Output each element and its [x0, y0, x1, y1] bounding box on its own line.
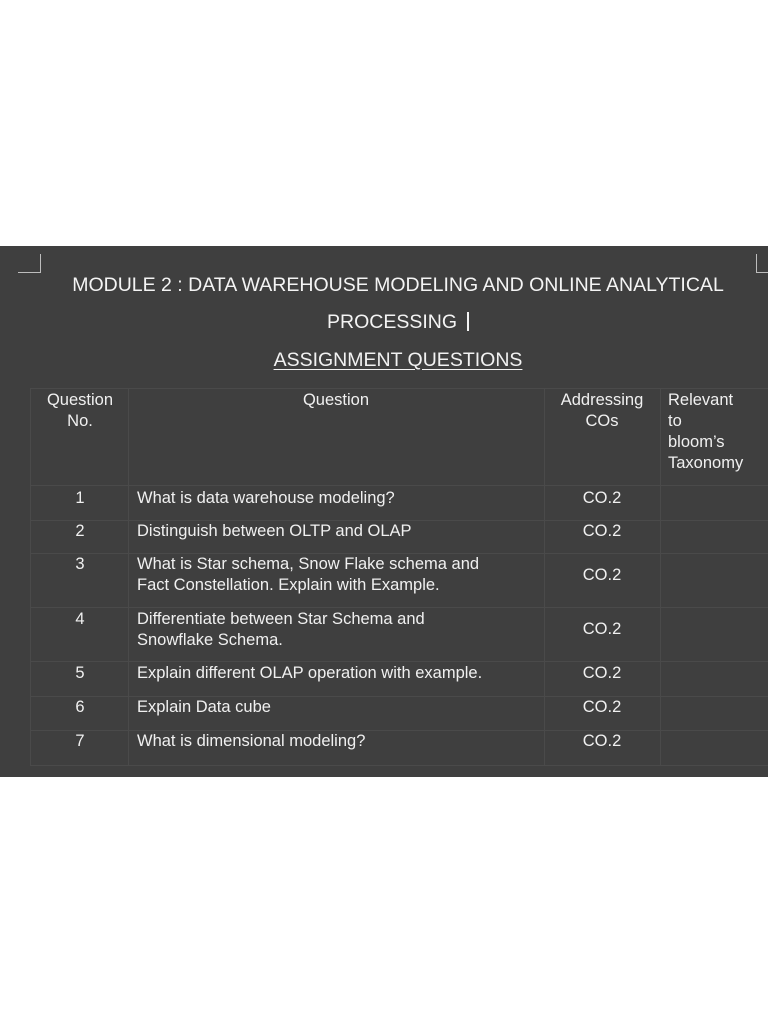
header-cos-line1: Addressing — [560, 391, 644, 409]
header-question: Question — [302, 391, 370, 409]
row-2-no: 2 — [75, 522, 85, 540]
row-4-question-line2: Snowflake Schema. — [137, 631, 283, 649]
text-cursor — [467, 312, 469, 331]
document-title-line1: MODULE 2 : DATA WAREHOUSE MODELING AND ONLINE ANALYTICAL — [72, 274, 724, 296]
row-7-question: What is dimensional modeling? — [137, 732, 366, 750]
row-5-no: 5 — [75, 664, 85, 682]
header-blooms-taxonomy — [668, 390, 768, 474]
row-1-no: 1 — [75, 489, 85, 507]
document-title-line2 — [0, 311, 768, 334]
page-corner-mark-left — [18, 254, 41, 273]
document-title-line2-text: PROCESSING — [326, 311, 458, 333]
row-1-co: CO.2 — [582, 489, 622, 507]
header-question-no-line1: Question — [46, 391, 114, 409]
row-5-question: Explain different OLAP operation with example. — [137, 664, 483, 682]
row-1-question: What is data warehouse modeling? — [137, 489, 395, 507]
header-bloom-line1: Relevant — [668, 391, 734, 409]
header-question-no — [30, 390, 130, 432]
row-3-question — [137, 554, 537, 596]
header-addressing-cos — [546, 390, 658, 432]
row-5-co: CO.2 — [582, 664, 622, 682]
header-cos-line2: COs — [585, 412, 619, 430]
row-7-co: CO.2 — [582, 732, 622, 750]
row-4-question — [137, 609, 537, 651]
row-3-co: CO.2 — [582, 566, 622, 584]
row-3-question-line1: What is Star schema, Snow Flake schema and — [137, 555, 480, 573]
row-3-question-line2: Fact Constellation. Explain with Example. — [137, 576, 440, 594]
row-2-question: Distinguish between OLTP and OLAP — [137, 522, 412, 540]
row-4-co: CO.2 — [582, 620, 622, 638]
header-bloom-line2: to — [668, 412, 682, 430]
row-6-question: Explain Data cube — [137, 698, 271, 716]
row-7-no: 7 — [75, 732, 85, 750]
document-subtitle: ASSIGNMENT QUESTIONS — [273, 349, 523, 371]
row-4-no: 4 — [75, 610, 85, 628]
header-question-no-line2: No. — [67, 412, 93, 430]
row-6-co: CO.2 — [582, 698, 622, 716]
row-4-question-line1: Differentiate between Star Schema and — [137, 610, 425, 628]
row-2-co: CO.2 — [582, 522, 622, 540]
document-page — [0, 246, 768, 777]
row-3-no: 3 — [75, 555, 85, 573]
header-bloom-line3: bloom’s — [668, 433, 725, 451]
header-bloom-line4: Taxonomy — [668, 454, 744, 472]
row-6-no: 6 — [75, 698, 85, 716]
page-corner-mark-right — [756, 254, 768, 273]
